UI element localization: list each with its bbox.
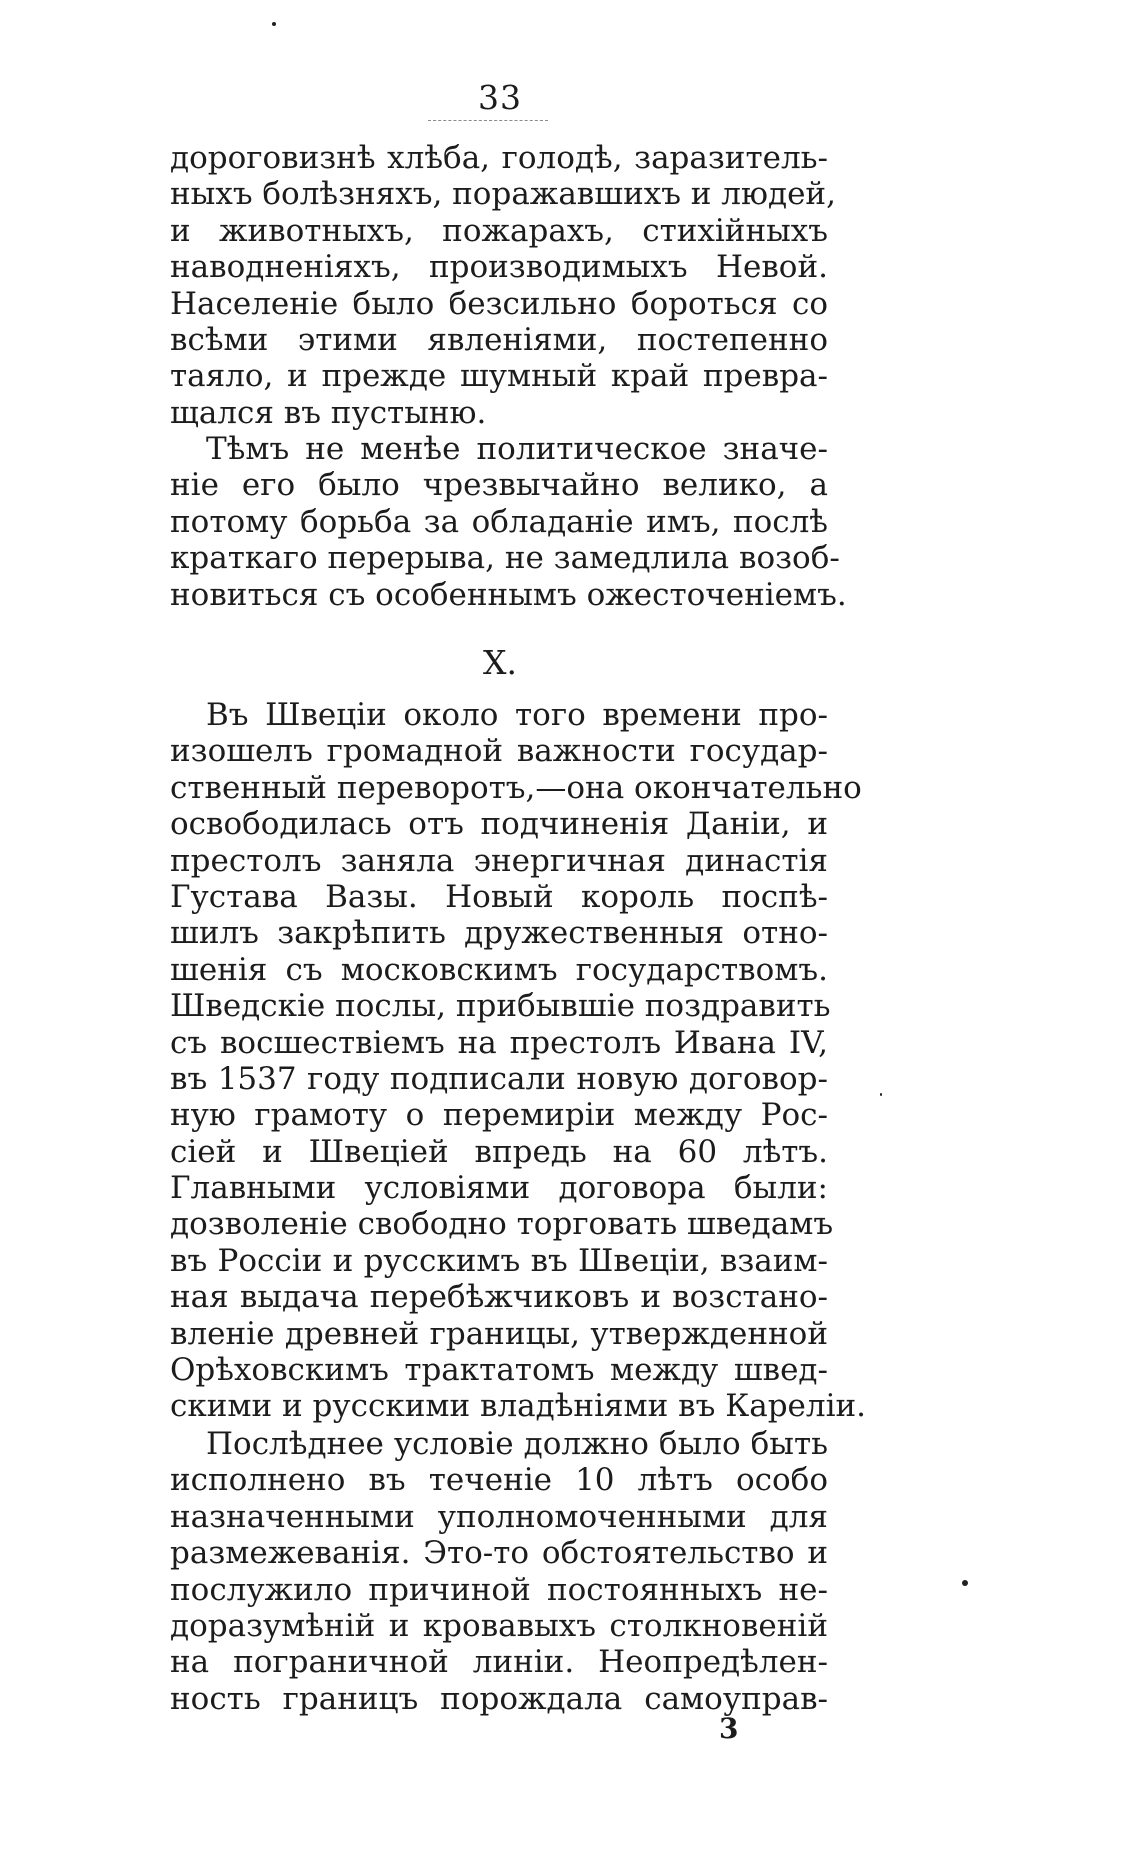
- text-line: изошелъ громадной важности государ-: [170, 733, 828, 770]
- paragraph-4: [170, 1426, 828, 1717]
- text-line: Главными условіями договора были:: [170, 1170, 828, 1207]
- text-line: Шведскіе послы, прибывшіе поздравить: [170, 988, 831, 1025]
- text-line: съ восшествіемъ на престолъ Ивана IV,: [170, 1024, 828, 1061]
- print-speck: [880, 1093, 882, 1096]
- text-line: шенія съ московскимъ государствомъ.: [170, 951, 828, 988]
- text-line: всѣми этими явленіями, постепенно: [170, 321, 828, 358]
- text-line: Густава Вазы. Новый король поспѣ-: [170, 878, 828, 915]
- text-line: въ 1537 году подписали новую договор-: [170, 1060, 828, 1097]
- text-line: дороговизнѣ хлѣба, голодѣ, заразитель-: [170, 140, 828, 176]
- text-line: освободилась отъ подчиненія Даніи, и: [170, 806, 828, 843]
- text-line: исполнено въ теченіе 10 лѣтъ особо: [170, 1462, 828, 1499]
- text-line: послужило причиной постоянныхъ не-: [170, 1571, 828, 1608]
- text-line: скими и русскими владѣніями въ Кареліи.: [170, 1388, 867, 1425]
- text-line: ніе его было чрезвычайно велико, а: [170, 467, 828, 504]
- text-line: ная выдача перебѣжчиковъ и возстано-: [170, 1279, 828, 1316]
- text-line: ность границъ порождала самоуправ-: [170, 1680, 828, 1717]
- text-line: назначенными уполномоченными для: [170, 1498, 828, 1535]
- text-line: ную грамоту о перемиріи между Рос-: [170, 1097, 828, 1134]
- paragraph-2: [170, 431, 847, 613]
- text-line: краткаго перерыва, не замедлила возоб-: [170, 540, 840, 577]
- header-rule: [428, 120, 548, 121]
- text-line: наводненіяхъ, производимыхъ Невой.: [170, 249, 828, 286]
- text-line: размежеванія. Это-то обстоятельство и: [170, 1535, 828, 1572]
- text-line: новиться съ особеннымъ ожесточеніемъ.: [170, 576, 847, 613]
- section-heading: X.: [483, 643, 517, 682]
- text-line: таяло, и прежде шумный край превра-: [170, 358, 828, 395]
- text-line: Орѣховскимъ трактатомъ между швед-: [170, 1352, 828, 1389]
- text-line: сіей и Швеціей впредь на 60 лѣтъ.: [170, 1133, 828, 1170]
- paragraph-1: [170, 140, 836, 431]
- text-line: доразумѣній и кровавыхъ столкновеній: [170, 1607, 828, 1644]
- signature-mark: 3: [719, 1712, 739, 1745]
- text-line: ственный переворотъ,—она окончательно: [170, 769, 862, 806]
- text-line: Тѣмъ не менѣе политическое значе-: [206, 431, 828, 467]
- text-line: на пограничной линіи. Неопредѣлен-: [170, 1644, 828, 1681]
- text-line: вленіе древней границы, утвержденной: [170, 1315, 828, 1352]
- text-line: шилъ закрѣпить дружественныя отно-: [170, 915, 828, 952]
- text-line: въ Россіи и русскимъ въ Швеціи, взаим-: [170, 1242, 828, 1279]
- paragraph-3: [170, 697, 867, 1425]
- print-speck: [272, 22, 276, 26]
- text-line: дозволеніе свободно торговать шведамъ: [170, 1206, 834, 1243]
- text-line: потому борьба за обладаніе имъ, послѣ: [170, 503, 828, 540]
- text-line: ныхъ болѣзняхъ, поражавшихъ и людей,: [170, 176, 836, 213]
- text-line: престолъ заняла энергичная династія: [170, 842, 828, 879]
- text-line: Населеніе было безсильно бороться со: [170, 285, 828, 322]
- page-number: 33: [478, 78, 522, 117]
- print-speck: [962, 1580, 968, 1586]
- text-line: и животныхъ, пожарахъ, стихійныхъ: [170, 212, 828, 249]
- text-line: щался въ пустыню.: [170, 394, 487, 431]
- text-line: Въ Швеціи около того времени про-: [206, 697, 828, 733]
- text-line: Послѣднее условіе должно было быть: [206, 1426, 828, 1462]
